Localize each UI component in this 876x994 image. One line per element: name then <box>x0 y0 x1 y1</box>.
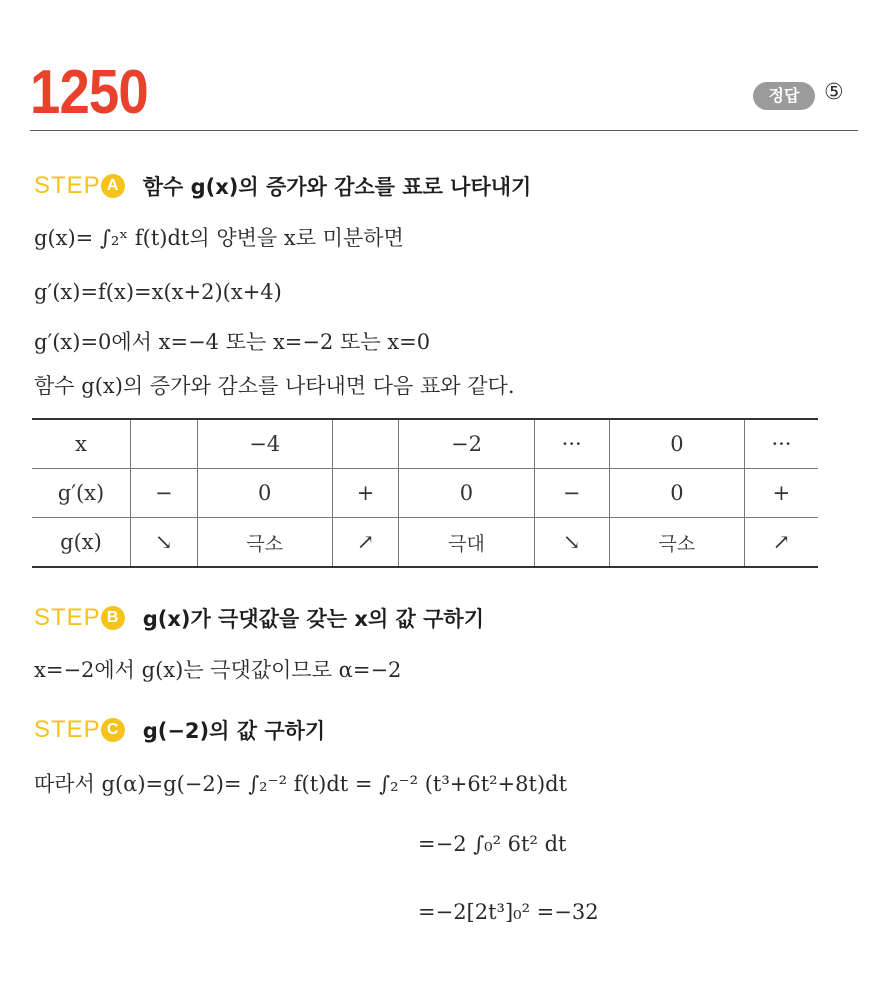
table-cell: + <box>332 469 399 518</box>
table-cell: ··· <box>744 419 818 469</box>
table-cell: g′(x) <box>32 469 131 518</box>
table-cell: 0 <box>609 419 744 469</box>
table-cell: −4 <box>197 419 332 469</box>
increase-decrease-table <box>32 418 818 568</box>
answer-value: ⑤ <box>824 80 844 105</box>
table-row <box>32 469 818 518</box>
table-cell: 극대 <box>399 518 534 568</box>
step-b-letter-icon: B <box>101 606 125 630</box>
table-cell: − <box>131 469 198 518</box>
table-cell: 0 <box>399 469 534 518</box>
step-a-heading <box>34 168 531 204</box>
step-c-letter-icon: C <box>101 718 125 742</box>
step-a-line-4: 함수 g(x)의 증가와 감소를 나타내면 다음 표와 같다. <box>34 374 515 398</box>
table-cell: ↘ <box>534 518 609 568</box>
step-a-label: STEP <box>34 172 101 199</box>
step-b-heading <box>34 600 484 636</box>
table-cell: x <box>32 419 131 469</box>
step-c-line-1: 따라서 g(α)=g(−2)= ∫₂⁻² f(t)dt = ∫₂⁻² (t³+6t²+8t)dt <box>34 772 568 796</box>
step-c-line-2: =−2 ∫₀² 6t² dt <box>418 832 567 856</box>
table-row <box>32 518 818 568</box>
table-cell: + <box>744 469 818 518</box>
table-cell: 0 <box>197 469 332 518</box>
table-cell: − <box>534 469 609 518</box>
table-cell: ↘ <box>131 518 198 568</box>
header-divider <box>30 130 858 131</box>
table-cell: g(x) <box>32 518 131 568</box>
step-c-label: STEP <box>34 716 101 743</box>
table-cell: ↗ <box>744 518 818 568</box>
step-c-heading <box>34 712 325 748</box>
table-cell <box>332 419 399 469</box>
table-cell: 극소 <box>609 518 744 568</box>
table-cell: 극소 <box>197 518 332 568</box>
table-cell <box>131 419 198 469</box>
table-cell: −2 <box>399 419 534 469</box>
step-a-line-2: g′(x)=f(x)=x(x+2)(x+4) <box>34 280 282 304</box>
table-cell: ↗ <box>332 518 399 568</box>
step-a-line-3: g′(x)=0에서 x=−4 또는 x=−2 또는 x=0 <box>34 330 431 354</box>
problem-number: 1250 <box>30 58 148 127</box>
step-c-line-3: =−2[2t³]₀² =−32 <box>418 900 599 924</box>
answer-badge: 정답 <box>753 82 815 110</box>
step-a-letter-icon: A <box>101 174 125 198</box>
table-cell: 0 <box>609 469 744 518</box>
table-row <box>32 419 818 469</box>
step-b-label: STEP <box>34 604 101 631</box>
step-b-line-1: x=−2에서 g(x)는 극댓값이므로 α=−2 <box>34 658 402 682</box>
table-cell: ··· <box>534 419 609 469</box>
step-b-title: g(x)가 극댓값을 갖는 x의 값 구하기 <box>142 607 484 631</box>
step-c-title: g(−2)의 값 구하기 <box>142 719 326 743</box>
step-a-title: 함수 g(x)의 증가와 감소를 표로 나타내기 <box>142 175 532 199</box>
step-a-line-1: g(x)= ∫₂ˣ f(t)dt의 양변을 x로 미분하면 <box>34 226 404 250</box>
